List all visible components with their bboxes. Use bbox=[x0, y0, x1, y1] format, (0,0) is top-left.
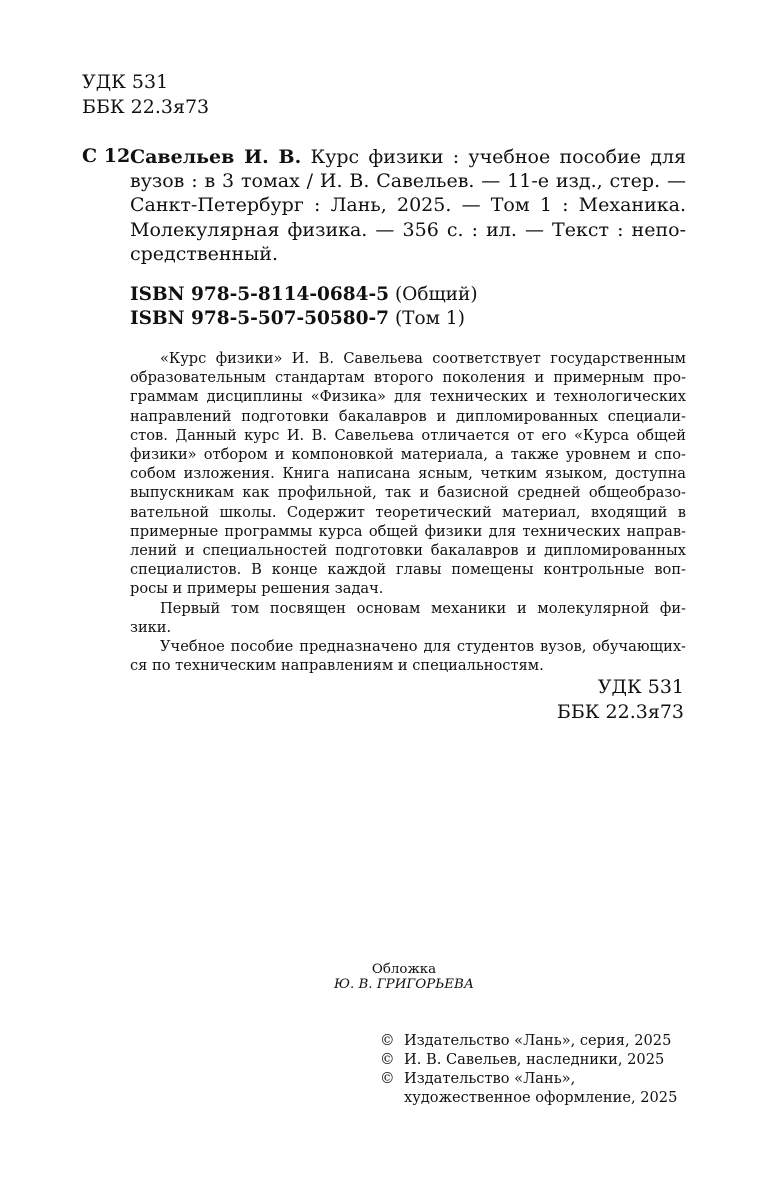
copyright-text: И. В. Савельев, наследники, 2025 bbox=[404, 1051, 665, 1068]
annotation-line: направлений подготовки бакалавров и дипломированных специали- bbox=[130, 407, 686, 425]
copyright-row bbox=[380, 1069, 677, 1088]
biblio-line: Санкт-Петербург : Лань, 2025. — Том 1 : Механика. bbox=[130, 194, 686, 217]
annotation-line: Первый том посвящен основам механики и молекулярной фи- bbox=[160, 599, 686, 617]
author-cipher: С 12 bbox=[82, 145, 131, 167]
author-name: Савельев И. В. bbox=[130, 146, 302, 168]
isbn-note: (Общий) bbox=[394, 284, 478, 305]
isbn-row bbox=[130, 307, 478, 331]
annotation-line: специалистов. В конце каждой главы помещены контрольные воп- bbox=[130, 561, 686, 579]
biblio-line: вузов : в 3 томах / И. В. Савельев. — 11-е изд., стер. — bbox=[130, 170, 686, 193]
biblio-line: Курс физики : учебное пособие для bbox=[310, 146, 686, 168]
isbn-row bbox=[130, 283, 478, 307]
annotation-line: образовательным стандартам второго поколения и примерным про- bbox=[130, 369, 686, 387]
biblio-line: Молекулярная физика. — 356 с. : ил. — Текст : непо- bbox=[130, 218, 686, 241]
copyright-text: Издательство «Лань», серия, 2025 bbox=[404, 1032, 672, 1049]
annotation-line: граммам дисциплины «Физика» для технических и технологических bbox=[130, 388, 686, 406]
isbn-note: (Том 1) bbox=[394, 308, 465, 329]
udk-top: УДК 531 bbox=[82, 71, 169, 93]
annotation-line: физики» отбором и компоновкой материала, а также уровнем и спо- bbox=[130, 446, 686, 464]
annotation-line: выпускникам как профильной, так и базисной средней общеобразо- bbox=[130, 484, 686, 502]
cover-credit bbox=[0, 962, 768, 992]
annotation-line: «Курс физики» И. В. Савельева соответствует государственным bbox=[160, 350, 686, 367]
copyright-continuation: художественное оформление, 2025 bbox=[404, 1089, 678, 1106]
udk-top-block bbox=[82, 70, 209, 120]
bbk-top: ББК 22.3я73 bbox=[82, 96, 210, 118]
copyright-icon: © bbox=[380, 1070, 395, 1087]
annotation-line: ся по техническим направлениям и специальностям. bbox=[130, 657, 544, 675]
annotation bbox=[130, 349, 686, 675]
copyright-text: Издательство «Лань», bbox=[404, 1070, 576, 1087]
annotation-line: собом изложения. Книга написана ясным, четким языком, доступна bbox=[130, 465, 686, 483]
biblio-line: средственный. bbox=[130, 242, 278, 265]
udk-bottom-block bbox=[557, 675, 684, 725]
isbn-block bbox=[130, 283, 478, 331]
cover-label: Обложка bbox=[371, 962, 437, 977]
annotation-line: лений и специальностей подготовки бакалавров и дипломированных bbox=[130, 542, 686, 560]
isbn-number: ISBN 978-5-8114-0684-5 bbox=[130, 284, 390, 305]
annotation-line: Учебное пособие предназначено для студентов вузов, обучающих- bbox=[160, 638, 686, 656]
copyright-row bbox=[380, 1050, 677, 1069]
annotation-line: росы и примеры решения задач. bbox=[130, 580, 384, 598]
annotation-line: зики. bbox=[130, 618, 172, 636]
bbk-bottom: ББК 22.3я73 bbox=[556, 701, 684, 723]
bibliographic-record bbox=[130, 145, 686, 266]
annotation-line: вательной школы. Содержит теоретический материал, входящий в bbox=[130, 503, 686, 521]
copyright-block bbox=[380, 1031, 677, 1107]
copyright-icon: © bbox=[380, 1051, 395, 1068]
udk-bottom: УДК 531 bbox=[597, 676, 684, 698]
copyright-row bbox=[380, 1031, 677, 1050]
annotation-line: примерные программы курса общей физики для технических направ- bbox=[130, 522, 686, 540]
annotation-line: стов. Данный курс И. В. Савельева отличается от его «Курса общей bbox=[130, 426, 686, 444]
copyright-icon: © bbox=[380, 1032, 395, 1049]
isbn-number: ISBN 978-5-507-50580-7 bbox=[130, 308, 390, 329]
cover-artist: Ю. В. ГРИГОРЬЕВА bbox=[333, 977, 475, 992]
